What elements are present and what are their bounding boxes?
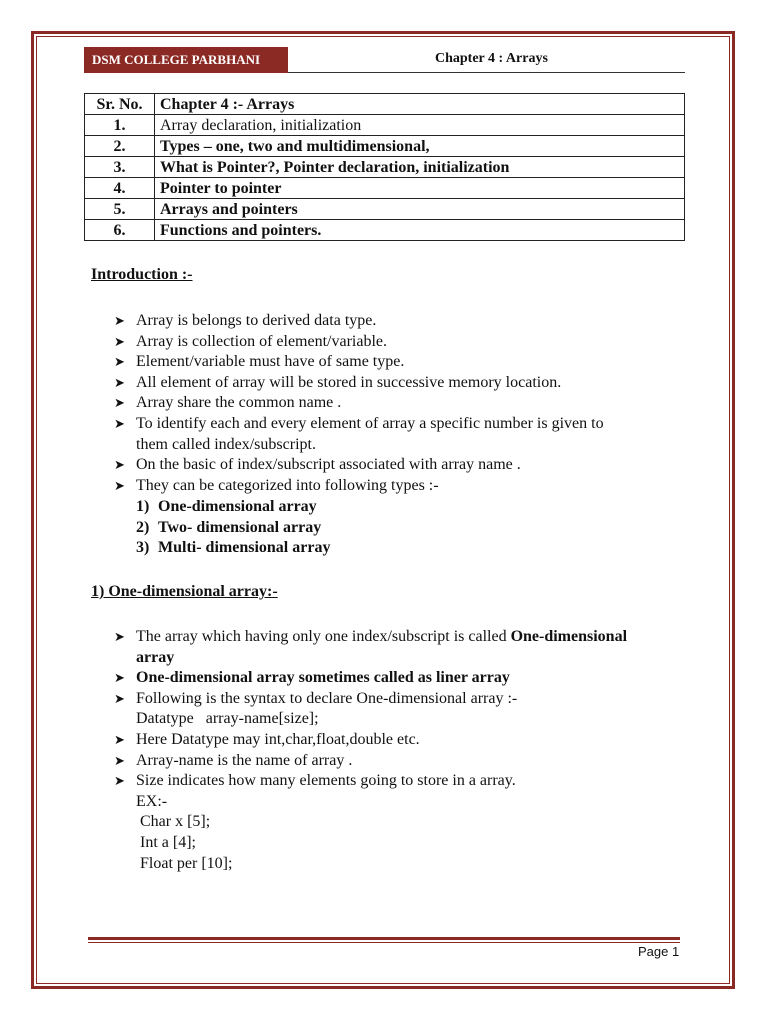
table-cell-topic: What is Pointer?, Pointer declaration, initialization	[155, 157, 685, 178]
chapter-heading: Chapter 4 : Arrays	[435, 51, 548, 66]
table-row	[85, 178, 685, 199]
arrow-bullet-icon: ➤	[114, 457, 125, 473]
list-item	[114, 476, 694, 497]
list-number: 2)	[136, 518, 150, 536]
table-cell-topic: Pointer to pointer	[155, 178, 685, 199]
list-item-text: Array-name is the name of array .	[136, 751, 353, 769]
list-item-text: On the basic of index/subscript associated with array name .	[136, 456, 521, 474]
list-item-text: Element/variable must have of same type.	[136, 353, 405, 371]
page-number: Page 1	[638, 944, 680, 959]
one-dimensional-heading: 1) One-dimensional array:-	[91, 583, 278, 600]
list-item-text-bold: One-dimensional	[510, 628, 628, 645]
list-item-text: Here Datatype may int,char,float,double etc.	[136, 730, 420, 748]
arrow-bullet-icon: ➤	[114, 629, 125, 644]
table-row	[85, 157, 685, 178]
table-row	[85, 199, 685, 220]
college-name-badge: DSM COLLEGE PARBHANI	[84, 47, 288, 73]
list-item	[114, 373, 694, 394]
list-item	[114, 332, 694, 353]
arrow-bullet-icon: ➤	[114, 477, 125, 493]
arrow-bullet-icon: ➤	[114, 374, 125, 390]
list-item-continuation: them called index/subscript.	[136, 435, 316, 453]
table-row	[85, 115, 685, 136]
list-item-text: Size indicates how many elements going to store in a array.	[136, 772, 516, 790]
list-item-text: Array is belongs to derived data type.	[136, 312, 377, 329]
introduction-heading: Introduction :-	[91, 266, 193, 283]
list-number: 3)	[136, 539, 150, 557]
list-item	[114, 730, 694, 751]
table-cell-topic: Arrays and pointers	[155, 199, 685, 220]
table-cell-num: 2.	[85, 136, 155, 157]
table-row	[85, 220, 685, 241]
list-number: 1)	[136, 498, 150, 515]
list-item-text: To identify each and every element of array a specific number is given to	[136, 414, 604, 432]
table-cell-num: 1.	[85, 115, 155, 136]
table-header-row	[85, 94, 685, 115]
table-header-title: Chapter 4 :- Arrays	[155, 94, 685, 115]
table-cell-num: 3.	[85, 157, 155, 178]
list-item-text: One-dimensional array sometimes called as liner array	[136, 669, 510, 687]
array-types-list	[136, 497, 330, 559]
table-cell-num: 4.	[85, 178, 155, 199]
list-item	[136, 518, 330, 539]
table-cell-topic: Functions and pointers.	[155, 220, 685, 241]
arrow-bullet-icon: ➤	[114, 670, 125, 686]
table-cell-topic: Array declaration, initialization	[155, 115, 685, 136]
list-item-text-normal: The array which having only one index/subscript is called	[136, 628, 511, 645]
footer-divider	[88, 937, 680, 940]
arrow-bullet-icon: ➤	[114, 354, 125, 370]
list-item	[136, 538, 330, 559]
list-item-text: One-dimensional array	[158, 498, 317, 515]
list-item	[114, 751, 694, 772]
arrow-bullet-icon: ➤	[114, 415, 125, 431]
code-example-line: Int a [4];	[140, 833, 196, 851]
table-row	[85, 136, 685, 157]
chapter-contents-table	[84, 93, 685, 241]
list-item-text: Array share the common name .	[136, 394, 342, 412]
list-item-text: Array is collection of element/variable.	[136, 332, 388, 350]
list-item-text: They can be categorized into following types :-	[136, 476, 439, 494]
introduction-bullet-list	[114, 311, 694, 496]
list-item	[114, 311, 694, 332]
syntax-line: Datatype array-name[size];	[136, 710, 319, 728]
list-item-text: Following is the syntax to declare One-dimensional array :-	[136, 689, 518, 707]
footer-divider-thin	[88, 942, 680, 943]
arrow-bullet-icon: ➤	[114, 773, 125, 789]
list-item	[114, 689, 694, 710]
code-example-line: Float per [10];	[140, 854, 233, 872]
example-label: EX:-	[136, 792, 168, 810]
list-item-continuation: array	[136, 648, 175, 666]
list-item	[114, 668, 694, 689]
table-cell-topic: Types – one, two and multidimensional,	[155, 136, 685, 157]
arrow-bullet-icon: ➤	[114, 731, 125, 747]
code-example-line: Char x [5];	[140, 813, 211, 831]
arrow-bullet-icon: ➤	[114, 333, 125, 349]
list-item-text: Two- dimensional array	[158, 518, 322, 536]
list-item	[114, 627, 694, 648]
table-cell-num: 5.	[85, 199, 155, 220]
table-cell-num: 6.	[85, 220, 155, 241]
header-divider	[288, 72, 685, 73]
list-item	[114, 455, 694, 476]
list-item-text: All element of array will be stored in successive memory location.	[136, 373, 562, 391]
arrow-bullet-icon: ➤	[114, 313, 125, 328]
table-header-srno: Sr. No.	[85, 94, 155, 115]
list-item-text	[136, 627, 694, 648]
arrow-bullet-icon: ➤	[114, 752, 125, 768]
list-item	[114, 393, 694, 414]
one-dimensional-bullet-list	[114, 627, 694, 874]
list-item	[114, 352, 694, 373]
list-item	[114, 414, 694, 435]
list-item	[136, 497, 330, 518]
arrow-bullet-icon: ➤	[114, 395, 125, 411]
list-item	[114, 771, 694, 792]
arrow-bullet-icon: ➤	[114, 690, 125, 706]
list-item-text: Multi- dimensional array	[158, 539, 331, 557]
